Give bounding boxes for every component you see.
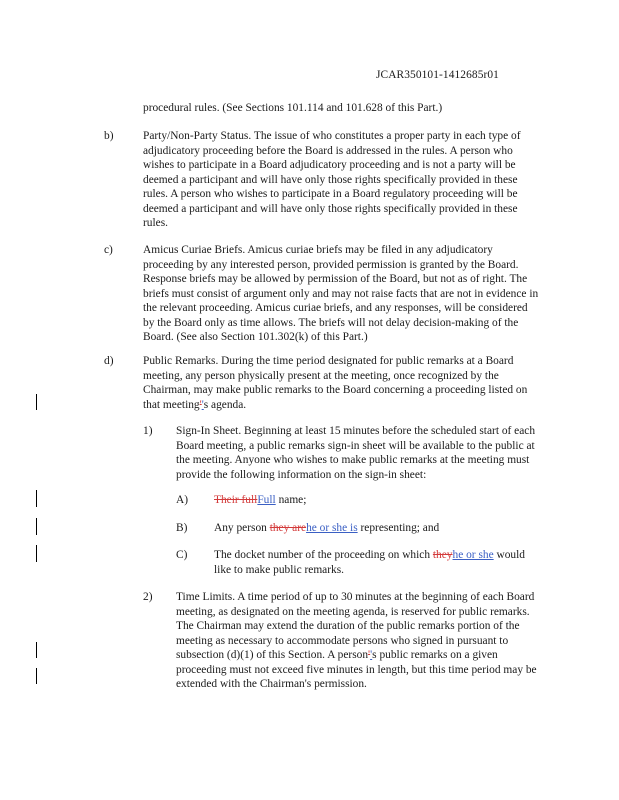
item-c-deleted: they xyxy=(432,549,453,561)
item-a-text xyxy=(214,493,542,508)
section-c-title: Amicus Curiae Briefs. xyxy=(143,244,246,256)
section-b-title: Party/Non-Party Status. xyxy=(143,130,252,142)
item-c-inserted: he or she xyxy=(452,549,494,561)
revision-bar xyxy=(36,668,37,684)
deleted-apostrophe: ' xyxy=(368,649,371,661)
subsection-2-text-before: A time period of up to 30 minutes at the beginning of each Board meeting, as designated on the meeting agenda, is reserved for public remarks. The Chairman may extend the duration of the public remarks portion of the meeting as necessary to accommodate persons who signed in pursuant to subsection (d)(1) of this Section. A person xyxy=(176,591,535,661)
item-a-label: A) xyxy=(176,494,189,506)
subsection-1-title: Sign-In Sheet. xyxy=(176,425,242,437)
item-b-text xyxy=(214,521,542,536)
item-b-label: B) xyxy=(176,522,188,534)
subsection-1-text: Beginning at least 15 minutes before the scheduled start of each Board meeting, a public remarks sign-in sheet will be available to the public at the meeting. Anyone who wishes to make public remarks at the meeting must provide the following information on the sign-in sheet: xyxy=(176,425,536,481)
section-c-text: Amicus curiae briefs may be filed in any adjudicatory proceeding by any interested person, provided permission is granted by the Board. Response briefs may be allowed by permission of the Board, but not as of right. The briefs must consist of argument only and may not raise facts that are not in evidence in the relevant proceeding. Amicus curiae briefs, and any responses, will be considered by the Board only as time allows. The briefs will not delay decision-making of the Board. (See also Section 101.302(k) of this Part.) xyxy=(143,244,539,343)
section-b-label: b) xyxy=(104,130,114,142)
section-d-title: Public Remarks. xyxy=(143,355,219,367)
item-b-pre: Any person xyxy=(214,522,270,534)
item-c-label: C) xyxy=(176,549,188,561)
item-b-deleted: they are xyxy=(269,522,307,534)
inserted-apostrophe: ' xyxy=(370,649,373,661)
intro-paragraph xyxy=(143,101,543,116)
inserted-apostrophe: ' xyxy=(201,398,204,411)
section-b-paragraph xyxy=(143,129,541,231)
section-c-paragraph xyxy=(143,243,541,345)
document-id: JCAR350101-1412685r01 xyxy=(376,69,499,81)
section-b-text: The issue of who constitutes a proper party in each type of adjudicatory proceeding before the Board is addressed in the rules. A person who wishes to participate in a Board adjudicatory proceeding and is not a party will be deemed a participant and will have only those rights specifically provided in these rules. A person who wishes to participate in a Board regulatory proceeding will be deemed a participant and will have only those rights specifically provided in these rules. xyxy=(143,130,521,229)
section-d-text-before: During the time period designated for public remarks at a Board meeting, any person physically present at the meeting, once recognized by the Chairman, may make public remarks to the Board concerning a proceeding listed on that meeting xyxy=(143,355,528,411)
item-b-rest: representing; and xyxy=(357,522,440,534)
subsection-1-paragraph xyxy=(176,424,542,482)
item-b-inserted: he or she is xyxy=(306,522,358,534)
subsection-1-label: 1) xyxy=(143,425,153,437)
item-c-pre: The docket number of the proceeding on which xyxy=(214,549,433,561)
revision-bar xyxy=(36,490,37,507)
subsection-2-text-after: s public remarks on a given proceeding must not exceed five minutes in length, but this time period may be extended with the Chairman's permission. xyxy=(176,649,537,690)
revision-bar xyxy=(36,394,37,410)
section-d-paragraph xyxy=(143,354,541,412)
item-a-rest: name; xyxy=(275,494,307,506)
intro-text: procedural rules. (See Sections 101.114 and 101.628 of this Part.) xyxy=(143,102,443,114)
item-c-rest: would like to make public remarks. xyxy=(214,549,525,576)
item-c-text xyxy=(214,548,542,577)
subsection-2-paragraph xyxy=(176,590,542,692)
revision-bar xyxy=(36,518,37,535)
revision-bar xyxy=(36,642,37,658)
subsection-2-label: 2) xyxy=(143,591,153,603)
item-a-inserted: Full xyxy=(257,494,276,506)
subsection-2-title: Time Limits. xyxy=(176,591,236,603)
section-d-text-after: s agenda. xyxy=(203,398,247,411)
deleted-apostrophe: ' xyxy=(199,398,202,411)
item-a-deleted: Their full xyxy=(214,494,258,506)
revision-bar xyxy=(36,545,37,562)
section-c-label: c) xyxy=(104,244,113,256)
section-d-label: d) xyxy=(104,355,114,367)
